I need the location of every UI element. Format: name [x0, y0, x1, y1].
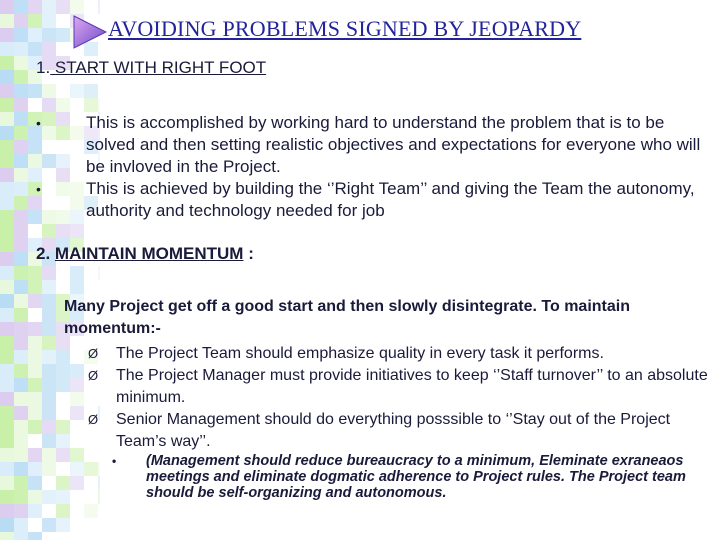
section2-colon: : — [248, 244, 254, 263]
section2-heading — [36, 244, 254, 264]
point-text: The Project Team should emphasize quality in every task it performs. — [116, 345, 604, 362]
section1-heading — [36, 58, 266, 78]
bullet-icon: • — [36, 115, 41, 131]
arrow-bullet-icon: Ø — [88, 412, 99, 427]
arrow-bullet-icon: Ø — [88, 368, 99, 383]
section2-title: MAINTAIN MOMENTUM — [54, 244, 244, 263]
section1-bullet-list — [36, 112, 706, 222]
list-item — [88, 365, 718, 409]
section2-point-list — [88, 343, 718, 453]
list-item — [88, 409, 718, 453]
bullet-text: This is achieved by building the ‘’Right Team’’ and giving the Team the autonomy, authority and technology needed for job — [86, 179, 695, 220]
section1-number: 1. — [36, 58, 51, 77]
slide-title: AVOIDING PROBLEMS SIGNED BY JEOPARDY — [108, 16, 582, 41]
triangle-arrow-icon — [70, 12, 110, 52]
list-item — [112, 453, 712, 501]
list-item — [88, 343, 718, 365]
section1-title: START WITH RIGHT FOOT — [50, 58, 267, 77]
point-text: Senior Management should do everything posssible to ‘’Stay out of the Project Team’s way’’. — [116, 411, 671, 450]
bullet-icon: • — [112, 454, 117, 468]
bullet-icon: • — [36, 181, 41, 197]
list-item — [36, 178, 706, 222]
point-text: The Project Manager must provide initiatives to keep ‘’Staff turnover’’ to an absolute minimum. — [116, 367, 708, 406]
arrow-bullet-icon: Ø — [88, 346, 99, 361]
list-item — [36, 112, 706, 178]
section2-number: 2. — [36, 244, 51, 263]
section2-subnote — [112, 453, 712, 501]
bullet-text: This is accomplished by working hard to understand the problem that is to be solved and then setting realistic objectives and expectations for everyone who will be invloved in the Project. — [86, 113, 701, 176]
section2-paragraph: Many Project get off a good start and then slowly disintegrate. To maintain momentum:- — [64, 298, 630, 337]
subnote-text: (Management should reduce bureaucracy to a minimum, Eleminate exraneaos meetings and eliminate dogmatic adherence to Project rules. The Project team should be self-organizing and autonomous. — [146, 453, 686, 501]
